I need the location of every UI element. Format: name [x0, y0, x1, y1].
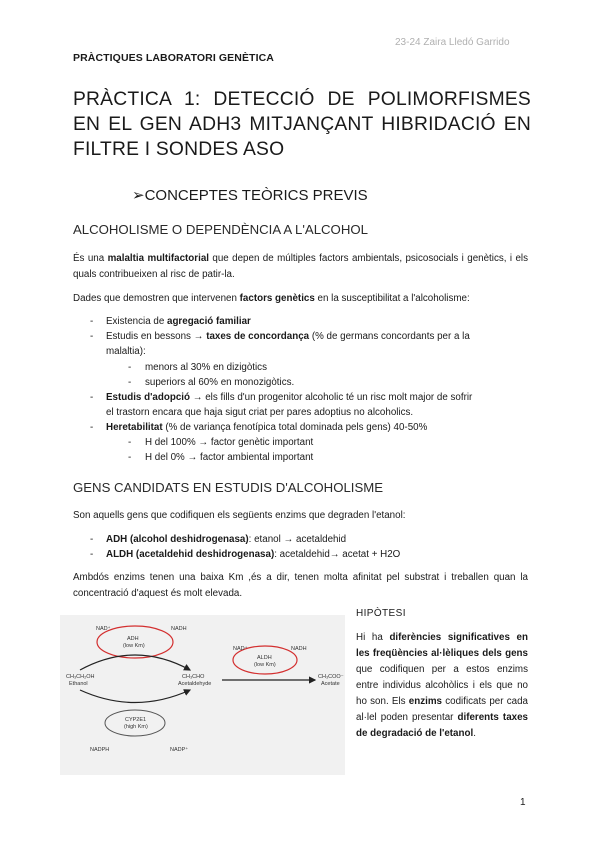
paragraph-km: Ambdós enzims tenen una baixa Km ,és a dir, tenen molta afinitat pel substrat i treballen quan la concentració d'aquest és molt elevada.: [73, 572, 528, 599]
sub-list-item: H del 100% → factor genètic important: [145, 437, 314, 448]
nad-label: NAD⁺: [96, 626, 111, 632]
enzyme-aldh: ALDH (acetaldehid deshidrogenasa): acetaldehid→ acetat + H2O: [106, 549, 401, 560]
section-heading-candidate-genes: GENS CANDIDATS EN ESTUDIS D'ALCOHOLISME: [73, 480, 384, 495]
ethanol-metabolism-diagram: [60, 615, 345, 775]
nadp-label: NADP⁺: [170, 747, 189, 753]
hypothesis-title: HIPÒTESI: [356, 608, 406, 619]
nad2-label: NAD⁺: [233, 646, 248, 652]
sub-list-item: menors al 30% en dizigòtics: [145, 362, 267, 373]
author-header: 23-24 Zaira Lledó Garrido: [395, 37, 510, 48]
ethanol-formula: CH₃CH₂OH: [66, 674, 95, 680]
page-title: PRÀCTICA 1: DETECCIÓ DE POLIMORFISMES EN EL GEN ADH3 MITJANÇANT HIBRIDACIÓ EN FILTRE I SONDES ASO: [73, 89, 531, 160]
cyp-label: CYP2E1: [125, 717, 147, 723]
aldh-label: ALDH: [257, 655, 272, 661]
nadh-label: NADH: [171, 626, 187, 632]
enzyme-adh: ADH (alcohol deshidrogenasa): etanol → acetaldehid: [106, 534, 347, 545]
cyp-km-label: (high Km): [124, 724, 148, 730]
list-item: Heretabilitat (% de variança fenotípica total dominada pels gens) 40-50%: [106, 422, 428, 433]
list-item: Existencia de agregació familiar: [106, 316, 251, 327]
adh-label: ADH: [127, 636, 139, 642]
hypothesis-text: Hi ha diferències significatives en les freqüències al·lèliques dels gens que codifiquen per a estos enzims entre individus alcohòlics i els que no ho son. Els enzims codificats per cada al·lel poden presentar diferents taxes de degradació de l'etanol.: [356, 632, 528, 739]
page-number: 1: [520, 797, 526, 808]
section-heading-alcoholism: ALCOHOLISME O DEPENDÈNCIA A L'ALCOHOL: [73, 222, 368, 237]
acetaldehyde-label: Acetaldehyde: [178, 681, 212, 687]
acetate-label: Acetate: [321, 681, 340, 687]
list-item-continued: el trastorn encara que haja sigut criat per pares adoptius no alcoholics.: [106, 407, 414, 418]
paragraph-multifactorial: És una malaltia multifactorial que depen de múltiples factors ambientals, psicosocials i genètics, i els quals contribueixen al risc de patir-la.: [73, 253, 528, 280]
ethanol-label: Ethanol: [69, 681, 88, 687]
aldh-km-label: (low Km): [254, 662, 276, 668]
list-item: Estudis d'adopció → els fills d'un progenitor alcoholic té un risc molt major de sofrir: [106, 392, 473, 403]
adh-km-label: (low Km): [123, 643, 145, 649]
paragraph-enzymes: Son aquells gens que codifiquen els següents enzims que degraden l'etanol:: [73, 510, 406, 521]
paragraph-genetic-factors: Dades que demostren que intervenen factors genètics en la susceptibilitat a l'alcoholisme:: [73, 293, 470, 304]
nadph-label: NADPH: [90, 747, 110, 753]
course-header: PRÀCTIQUES LABORATORI GENÈTICA: [73, 52, 274, 64]
list-item-continued: malaltia):: [106, 346, 146, 357]
acetate-formula: CH₃COO⁻: [318, 674, 344, 680]
sub-list-item: superiors al 60% en monozigòtics.: [145, 377, 295, 388]
sub-list-item: H del 0% → factor ambiental important: [145, 452, 314, 463]
subtitle: ➢CONCEPTES TEÒRICS PREVIS: [132, 187, 368, 204]
list-item: Estudis en bessons → taxes de concordança (% de germans concordants per a la: [106, 331, 470, 342]
nadh2-label: NADH: [291, 646, 307, 652]
acetaldehyde-formula: CH₃CHO: [182, 674, 205, 680]
